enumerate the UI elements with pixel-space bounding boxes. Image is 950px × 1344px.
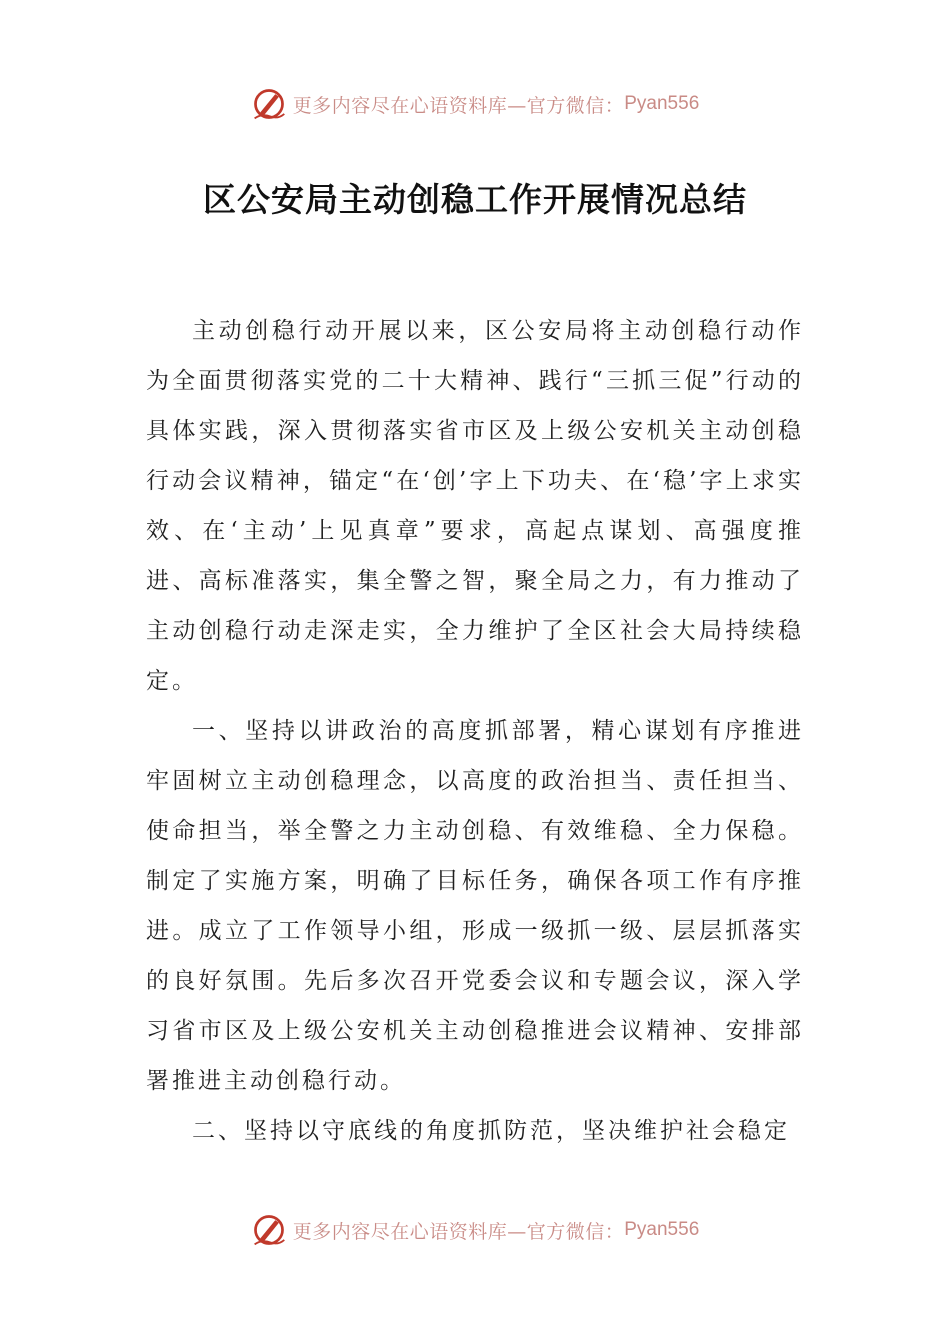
pen-circle-logo-icon: [251, 86, 287, 122]
header-banner: [0, 84, 950, 124]
footer-banner-wechat-id: Pyan556: [624, 1219, 700, 1240]
paragraph-section-two: 二、坚持以守底线的角度抓防范，坚决维护社会稳定: [192, 1118, 790, 1144]
header-banner-text: 更多内容尽在心语资料库—官方微信：: [292, 94, 625, 117]
pen-circle-logo-icon: [251, 1212, 287, 1248]
document-title: 区公安局主动创稳工作开展情况总结: [203, 180, 747, 219]
paragraph-section-one: 一、坚持以讲政治的高度抓部署，精心谋划有序推进牢固树立主动创稳理念，以高度的政治担当、责任担当、使命担当，举全警之力主动创稳、有效维稳、全力保稳。制定了实施方案，明确了目标任务，确保各项工作有序推进。成立了工作领导小组，形成一级抓一级、层层抓落实的良好氛围。先后多次召开党委会议和专题会议，深入学习省市区及上级公安机关主动创稳推进会议精神、安排部署推进主动创稳行动。: [146, 718, 804, 1094]
header-banner-wechat-id: Pyan556: [624, 93, 700, 114]
footer-banner: [0, 1210, 950, 1250]
paragraph-intro: 主动创稳行动开展以来，区公安局将主动创稳行动作为全面贯彻落实党的二十大精神、践行“三抓三促”行动的具体实践，深入贯彻落实省市区及上级公安机关主动创稳行动会议精神，锚定“在‘创’字上下功夫、在‘稳’字上求实效、在‘主动’上见真章”要求，高起点谋划、高强度推进、高标准落实，集全警之智，聚全局之力，有力推动了主动创稳行动走深走实，全力维护了全区社会大局持续稳定。: [146, 318, 804, 694]
footer-banner-text: 更多内容尽在心语资料库—官方微信：: [292, 1220, 625, 1243]
document-body: [146, 306, 804, 1156]
